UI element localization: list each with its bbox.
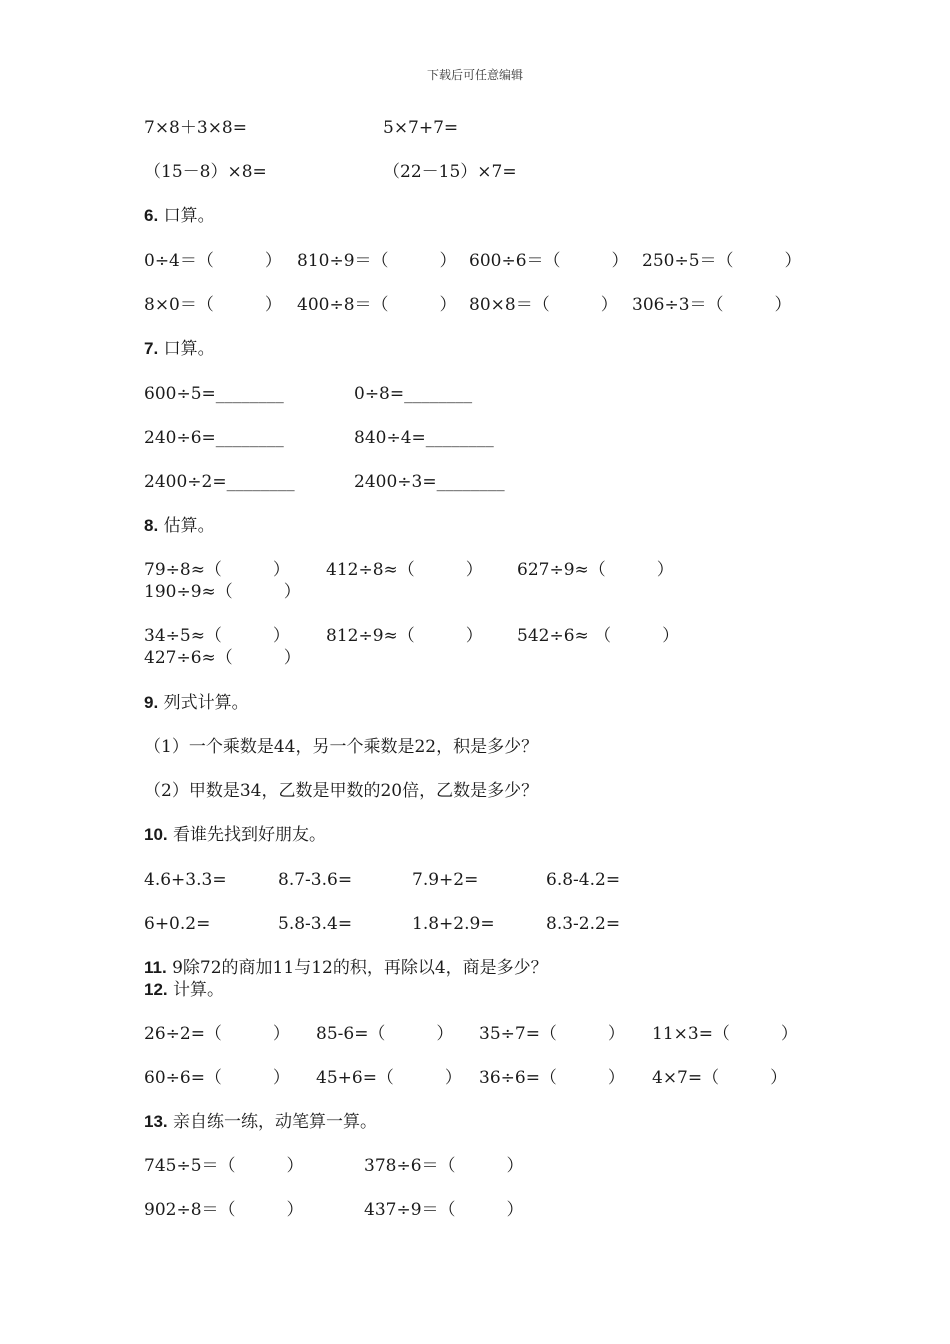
question-title: 口算。 — [163, 206, 215, 226]
question-number: 8. — [144, 516, 159, 535]
word-problem: （1）一个乘数是44，另一个乘数是22，积是多少？ — [144, 737, 539, 757]
question-title: 列式计算。 — [163, 693, 249, 713]
question-title: 亲自练一练，动笔算一算。 — [173, 1112, 378, 1132]
expression: 60÷6=（ ） — [144, 1068, 290, 1088]
expression: 0÷8=________ — [354, 384, 473, 404]
expression: 0÷4＝（ ） — [144, 251, 282, 271]
expression: 190÷9≈（ ） — [144, 582, 301, 602]
expression: 8×0＝（ ） — [144, 295, 282, 315]
expression: 250÷5＝（ ） — [642, 251, 802, 271]
expression: 600÷6＝（ ） — [469, 251, 629, 271]
expression: 810÷9＝（ ） — [297, 251, 457, 271]
expression: 5.8-3.4= — [278, 914, 353, 934]
question-9-heading — [144, 692, 249, 714]
expression: 11×3=（ ） — [652, 1024, 798, 1044]
expression: 8.7-3.6= — [278, 870, 353, 890]
question-number: 9. — [144, 693, 159, 712]
expression: 6+0.2= — [144, 914, 211, 934]
expression: 1.8+2.9= — [412, 914, 495, 934]
question-13-heading — [144, 1111, 377, 1133]
expression: 4.6+3.3= — [144, 870, 227, 890]
question-10-heading — [144, 824, 326, 846]
question-12-heading — [144, 979, 224, 1001]
expression: 8.3-2.2= — [546, 914, 621, 934]
expression: 627÷9≈（ ） — [517, 560, 674, 580]
expression: 7.9+2= — [412, 870, 479, 890]
question-11-heading — [144, 957, 548, 979]
page-header: 下载后可任意编辑 — [426, 68, 523, 82]
question-title: 估算。 — [163, 516, 215, 536]
expression: 6.8-4.2= — [546, 870, 621, 890]
expression: 240÷6=________ — [144, 428, 284, 448]
question-number: 12. — [144, 980, 168, 999]
expression: 437÷9＝（ ） — [364, 1200, 524, 1220]
expression: 600÷5=________ — [144, 384, 284, 404]
question-number: 10. — [144, 825, 168, 844]
expression: （22－15）×7= — [383, 162, 517, 182]
question-title: 9除72的商加11与12的积，再除以4，商是多少？ — [172, 958, 548, 978]
question-number: 13. — [144, 1112, 168, 1131]
expression: 745÷5＝（ ） — [144, 1156, 304, 1176]
question-number: 6. — [144, 206, 159, 225]
expression: 79÷8≈（ ） — [144, 560, 290, 580]
expression: 427÷6≈（ ） — [144, 648, 301, 668]
expression: 306÷3＝（ ） — [632, 295, 792, 315]
expression: 35÷7=（ ） — [479, 1024, 625, 1044]
expression: 378÷6＝（ ） — [364, 1156, 524, 1176]
question-6-heading — [144, 205, 215, 227]
expression: 45+6=（ ） — [316, 1068, 462, 1088]
expression: 542÷6≈ （ ） — [517, 626, 680, 646]
expression: 85-6=（ ） — [316, 1024, 454, 1044]
question-8-heading — [144, 515, 215, 537]
expression: 26÷2=（ ） — [144, 1024, 290, 1044]
question-number: 7. — [144, 339, 159, 358]
expression: 36÷6=（ ） — [479, 1068, 625, 1088]
expression: 34÷5≈（ ） — [144, 626, 290, 646]
question-title: 口算。 — [163, 339, 215, 359]
expression: 840÷4=________ — [354, 428, 494, 448]
expression: 5×7+7= — [383, 118, 459, 138]
expression: 812÷9≈（ ） — [326, 626, 483, 646]
expression: 412÷8≈（ ） — [326, 560, 483, 580]
expression: 2400÷3=________ — [354, 472, 505, 492]
question-7-heading — [144, 338, 215, 360]
expression: 400÷8＝（ ） — [297, 295, 457, 315]
expression: 4×7=（ ） — [652, 1068, 788, 1088]
expression: 80×8＝（ ） — [469, 295, 618, 315]
expression: 902÷8＝（ ） — [144, 1200, 304, 1220]
word-problem: （2）甲数是34，乙数是甲数的20倍，乙数是多少？ — [144, 781, 539, 801]
question-title: 计算。 — [173, 980, 225, 1000]
expression: 7×8＋3×8= — [144, 118, 247, 138]
expression: 2400÷2=________ — [144, 472, 295, 492]
question-number: 11. — [144, 958, 167, 977]
expression: （15－8）×8= — [144, 162, 267, 182]
question-title: 看谁先找到好朋友。 — [173, 825, 327, 845]
